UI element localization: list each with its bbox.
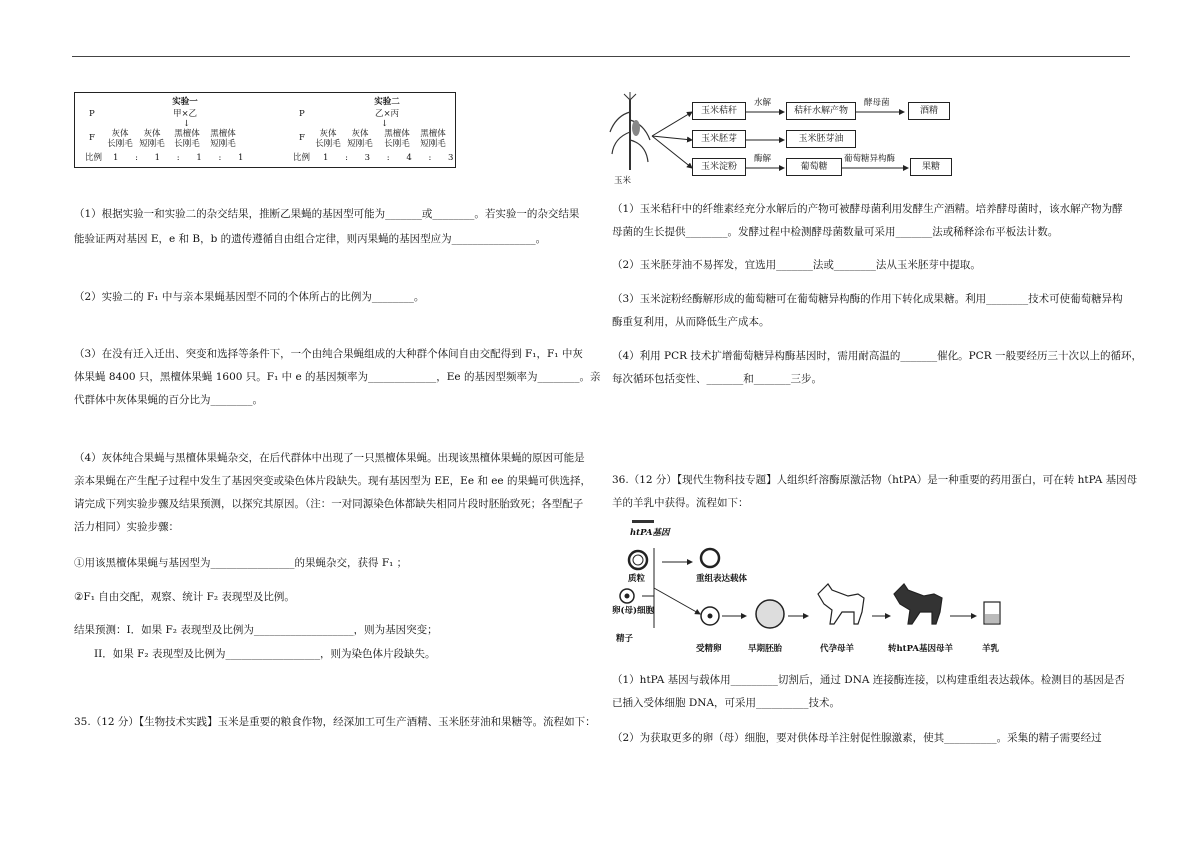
exp2-pheno-2: 灰体 短刚毛 — [347, 129, 373, 149]
exp2-title: 实验二 — [374, 97, 400, 107]
exp1-cross: 甲×乙 — [172, 109, 198, 119]
transgenic-goat-label: 转htPA基因母羊 — [888, 644, 953, 654]
exp2-cross: 乙×丙 — [374, 109, 400, 119]
q36-line1: 36.（12 分）【现代生物科技专题】人组织纤溶酶原激活物（htPA）是一种重要的药用蛋白，可在转 htPA 基因母 — [612, 474, 1138, 486]
s1-line2: 已插入受体细胞 DNA，可采用__________技术。 — [612, 697, 841, 709]
result2: II．如果 F₂ 表现型及比例为__________________，则为染色体片段缺失。 — [94, 648, 436, 660]
exp1-pheno-4: 黑檀体 短刚毛 — [210, 129, 236, 149]
arrow-label-isomerase: 葡萄糖异构酶 — [844, 154, 896, 164]
q4-line1: （4）灰体纯合果蝇与黑檀体果蝇杂交，在后代群体中出现了一只黑檀体果蝇。出现该黑檀体果蝇的原因可能是 — [74, 452, 585, 464]
p-label: P — [89, 109, 95, 119]
r2: （2）玉米胚芽油不易挥发，宜选用_______法或________法从玉米胚芽中提取。 — [612, 259, 981, 271]
ratio-label: 比例 — [85, 153, 103, 163]
header-rule — [72, 56, 1130, 57]
q1-line2: 能验证两对基因 E，e 和 B，b 的遗传遵循自由组合定律，则丙果蝇的基因型应为________________。 — [74, 233, 547, 245]
q4-line4: 活力相同）实验步骤： — [74, 521, 179, 533]
arrow-label-hydrolysis: 水解 — [754, 98, 772, 108]
box-corn-stalk: 玉米秸秆 — [692, 102, 746, 120]
result1: 结果预测：I．如果 F₂ 表现型及比例为___________________，则为基因突变； — [74, 624, 438, 636]
box-corn-starch: 玉米淀粉 — [692, 158, 746, 176]
s1-line1: （1）htPA 基因与载体用_________切割后，通过 DNA 连接酶连接，以构建重组表达载体。检测目的基因是否 — [612, 674, 1125, 686]
exp2-ratio: 1 : 3 : 4 : 3 — [323, 153, 454, 163]
s2: （2）为获取更多的卵（母）细胞，要对供体母羊注射促性腺激素，使其__________。采集的精子需要经过 — [612, 732, 1102, 744]
q3-line2: 体果蝇 8400 只，黑檀体果蝇 1600 只。F₁ 中 e 的基因频率为_____________，Ee 的基因型频率为________。亲 — [74, 371, 601, 383]
r3-line1: （3）玉米淀粉经酶解形成的葡萄糖可在葡萄糖异构酶的作用下转化成果糖。利用________技术可使葡萄糖异构 — [612, 293, 1123, 305]
cross-experiment-diagram — [74, 92, 456, 168]
q1-line1: （1）根据实验一和实验二的杂交结果，推断乙果蝇的基因型可能为_______或________。若实验一的杂交结果 — [74, 208, 580, 220]
box-corn-germ: 玉米胚芽 — [692, 130, 746, 148]
box-fructose: 果糖 — [910, 158, 952, 176]
corn-label: 玉米 — [614, 176, 632, 186]
exp1-pheno-3: 黑檀体 长刚毛 — [174, 129, 200, 149]
corn-process-diagram — [608, 90, 1028, 190]
step1: ①用该黑檀体果蝇与基因型为________________的果蝇杂交，获得 F₁ ； — [74, 557, 408, 569]
exp1-pheno-1: 灰体 长刚毛 — [107, 129, 133, 149]
r1-line1: （1）玉米秸秆中的纤维素经充分水解后的产物可被酵母菌利用发酵生产酒精。培养酵母菌时，该水解产物为酵 — [612, 203, 1123, 215]
q35: 35.（12 分）【生物技术实践】玉米是重要的粮食作物，经深加工可生产酒精、玉米胚芽油和果糖等。流程如下： — [74, 716, 596, 728]
transgenic-goat-diagram — [612, 518, 1032, 658]
exp2-pheno-3: 黑檀体 长刚毛 — [384, 129, 410, 149]
step2: ②F₁ 自由交配，观察、统计 F₂ 表现型及比例。 — [74, 591, 295, 603]
exp2-pheno-4: 黑檀体 短刚毛 — [420, 129, 446, 149]
f1-label: F — [89, 133, 95, 143]
q3-line1: （3）在没有迁入迁出、突变和选择等条件下，一个由纯合果蝇组成的大种群个体间自由交配得到 F₁，F₁ 中灰 — [74, 348, 583, 360]
box-alcohol: 酒精 — [908, 102, 950, 120]
box-hydrolysate: 秸秆水解产物 — [786, 102, 856, 120]
arrow-down-icon: ↓ — [183, 119, 191, 129]
r3-line2: 酶重复利用，从而降低生产成本。 — [612, 316, 770, 328]
exp1-ratio: 1 : 1 : 1 : 1 — [113, 153, 244, 163]
plasmid-label: 质粒 — [628, 574, 646, 584]
arrow-label-yeast: 酵母菌 — [864, 98, 890, 108]
milk-label: 羊乳 — [982, 644, 1000, 654]
sperm-label: 精子 — [616, 634, 634, 644]
embryo-label: 早期胚胎 — [748, 644, 783, 654]
r1-line2: 母菌的生长提供________。发酵过程中检测酵母菌数量可采用_______法或稀释涂布平板法计数。 — [612, 226, 1059, 238]
exp2-pheno-1: 灰体 长刚毛 — [315, 129, 341, 149]
q36-line2: 羊的羊乳中获得。流程如下： — [612, 497, 749, 509]
arrow-down-icon: ↓ — [381, 119, 389, 129]
r4-line2: 每次循环包括变性、_______和_______三步。 — [612, 373, 822, 385]
exp1-pheno-2: 灰体 短刚毛 — [139, 129, 165, 149]
box-glucose: 葡萄糖 — [786, 158, 842, 176]
p-label-2: P — [299, 109, 305, 119]
fertilized-egg-label: 受精卵 — [696, 644, 722, 654]
surrogate-label: 代孕母羊 — [820, 644, 855, 654]
arrow-label-enzyme: 酶解 — [754, 154, 772, 164]
exp1-title: 实验一 — [172, 97, 198, 107]
vector-label: 重组表达载体 — [696, 574, 748, 584]
egg-label: 卵(母)细胞 — [612, 606, 655, 616]
r4-line1: （4）利用 PCR 技术扩增葡萄糖异构酶基因时，需用耐高温的_______催化。PCR 一般要经历三十次以上的循环， — [612, 350, 1142, 362]
goat-flow-graphics — [612, 518, 1032, 658]
q2: （2）实验二的 F₁ 中与亲本果蝇基因型不同的个体所占的比例为________。 — [74, 291, 425, 303]
q4-line2: 亲本果蝇在产生配子过程中发生了基因突变或染色体片段缺失。现有基因型为 EE，Ee 和 ee 的果蝇可供选择， — [74, 475, 591, 487]
q4-line3: 请完成下列实验步骤及结果预测，以探究其原因。（注：一对同源染色体都缺失相同片段时胚胎致死；各型配子 — [74, 498, 584, 510]
gene-label: htPA基因 — [630, 528, 670, 538]
q3-line3: 代群体中灰体果蝇的百分比为________。 — [74, 394, 263, 406]
f1-label-2: F — [299, 133, 305, 143]
box-germ-oil: 玉米胚芽油 — [786, 130, 856, 148]
ratio-label-2: 比例 — [293, 153, 311, 163]
